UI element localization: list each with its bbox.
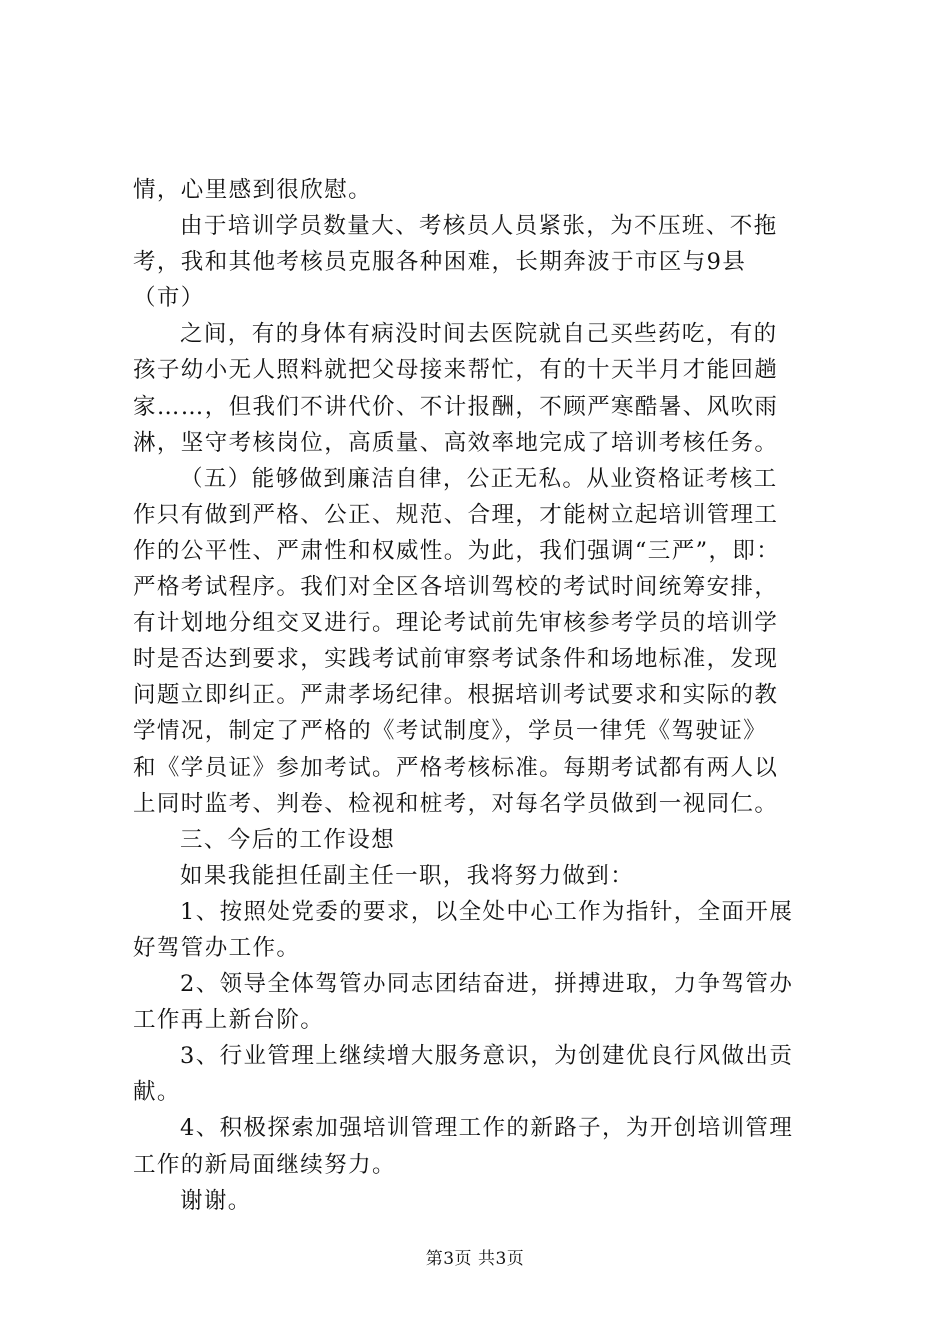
text-line: 工作再上新台阶。 [133,1007,325,1034]
section-heading: 三、今后的工作设想 [180,826,396,853]
text-line: 问题立即纠正。严肃孝场纪律。根据培训考试要求和实际的教 [133,682,779,709]
text-line: 有计划地分组交叉进行。理论考试前先审核参考学员的培训学 [133,610,779,637]
text-line: 严格考试程序。我们对全区各培训驾校的考试时间统筹安排， [133,574,779,601]
text-line: 淋，坚守考核岗位，高质量、高效率地完成了培训考核任务。 [133,429,779,456]
text-line: 好驾管办工作。 [133,934,301,961]
text-line: 工作的新局面继续努力。 [133,1151,396,1178]
page-number-footer: 第3页 共3页 [425,1249,525,1269]
text-line: 作只有做到严格、公正、规范、合理，才能树立起培训管理工 [133,501,779,528]
list-item: 4、积极探索加强培训管理工作的新路子，为开创培训管理 [180,1115,794,1142]
text-line: 孩子幼小无人照料就把父母接来帮忙，有的十天半月才能回趟 [133,357,779,384]
text-line: 时是否达到要求，实践考试前审察考试条件和场地标准，发现 [133,646,779,673]
text-line: 考，我和其他考核员克服各种困难，长期奔波于市区与9县 [133,249,747,276]
text-line: 如果我能担任副主任一职，我将努力做到： [180,862,635,889]
list-item: 3、行业管理上继续增大服务意识，为创建优良行风做出贡 [180,1043,794,1070]
text-line: 献。 [133,1079,181,1106]
text-line: （五）能够做到廉洁自律，公正无私。从业资格证考核工 [180,465,778,492]
text-line: 情，心里感到很欣慰。 [133,177,373,203]
text-line: 学情况，制定了严格的《考试制度》，学员一律凭《驾驶证》 [133,718,768,745]
text-line: 和《学员证》参加考试。严格考核标准。每期考试都有两人以 [133,754,779,781]
text-line: 家……，但我们不讲代价、不计报酬，不顾严寒酷暑、风吹雨 [133,393,779,420]
closing-text: 谢谢。 [180,1187,252,1214]
text-line: 作的公平性、严肃性和权威性。为此，我们强调“三严”，即： [133,537,781,564]
text-line: 之间，有的身体有病没时间去医院就自己买些药吃，有的 [180,321,778,348]
document-body [133,172,833,1219]
text-line: 由于培训学员数量大、考核员人员紧张，为不压班、不拖 [180,213,778,240]
text-line: （市） [133,285,205,312]
text-line: 上同时监考、判卷、检视和桩考，对每名学员做到一视同仁。 [133,790,779,817]
list-item: 2、领导全体驾管办同志团结奋进，拼搏进取，力争驾管办 [180,971,794,998]
list-item: 1、按照处党委的要求，以全处中心工作为指针，全面开展 [180,898,794,925]
